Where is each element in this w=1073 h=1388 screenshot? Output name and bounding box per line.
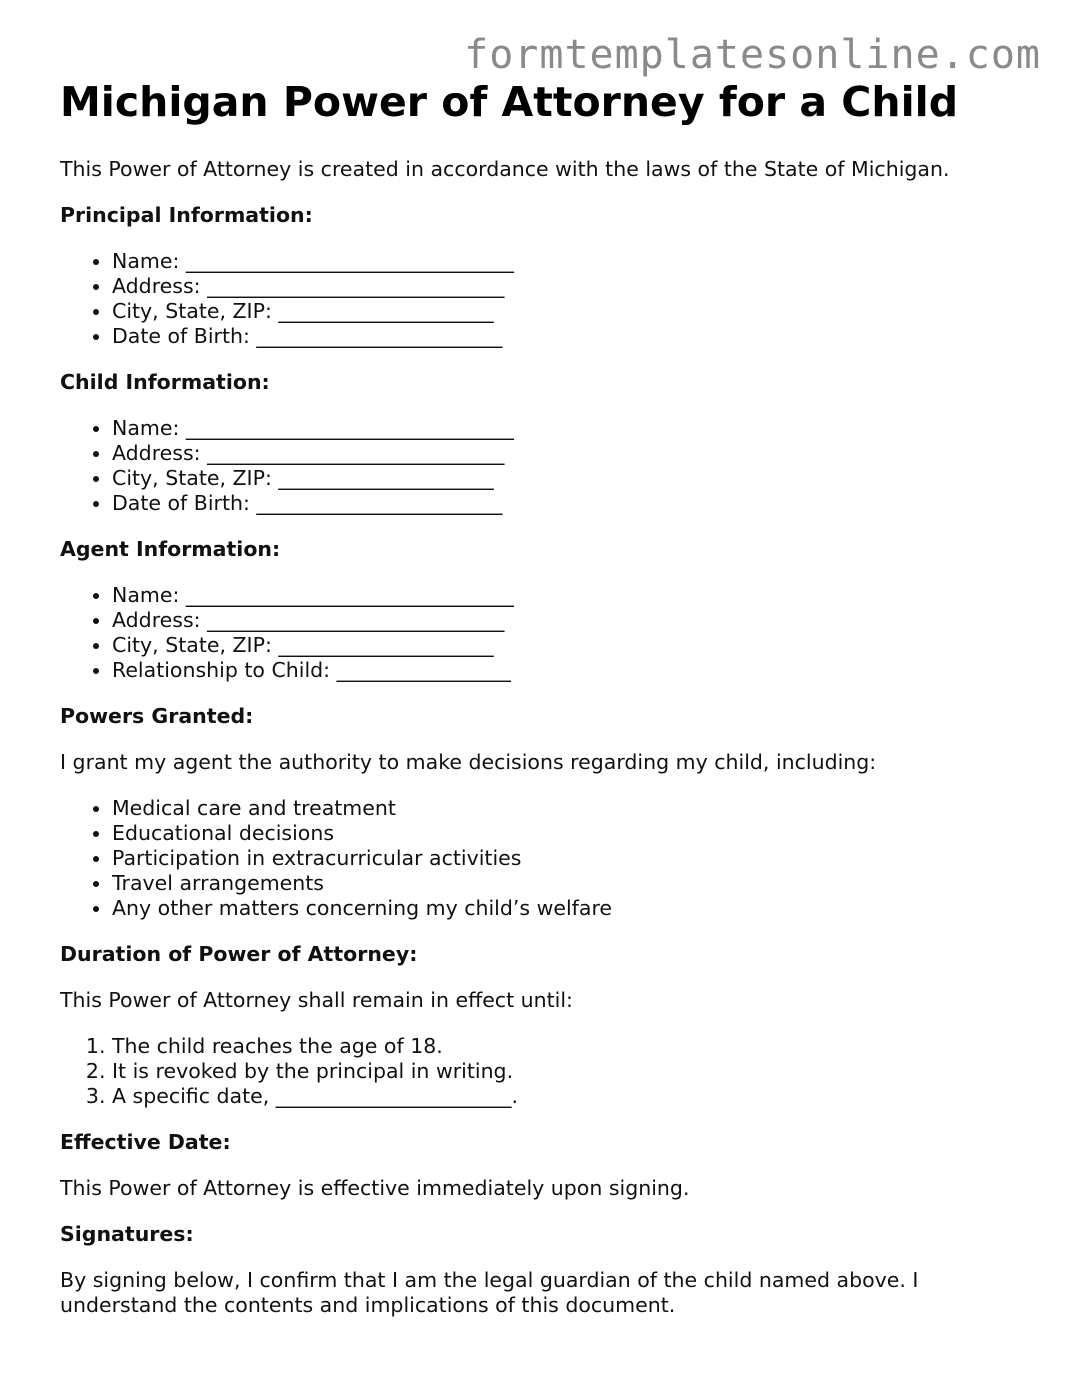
effective-heading: Effective Date: <box>60 1130 231 1154</box>
principal-list <box>60 249 1040 349</box>
child-address-field[interactable]: • Address: _____________________________ <box>112 441 1040 466</box>
duration-heading: Duration of Power of Attorney: <box>60 942 418 966</box>
watermark: formtemplatesonline.com <box>464 32 1041 78</box>
child-city-field[interactable]: • City, State, ZIP: _____________________ <box>112 466 1040 491</box>
duration-list <box>60 1034 1040 1109</box>
powers-heading: Powers Granted: <box>60 704 254 728</box>
principal-address-field[interactable]: • Address: _____________________________ <box>112 274 1040 299</box>
list-item: • Participation in extracurricular activities <box>112 846 1040 871</box>
powers-intro: I grant my agent the authority to make decisions regarding my child, including: <box>60 750 877 774</box>
effective-text: This Power of Attorney is effective immediately upon signing. <box>60 1176 690 1200</box>
agent-address-field[interactable]: • Address: _____________________________ <box>112 608 1040 633</box>
agent-list <box>60 583 1040 683</box>
principal-name-field[interactable]: • Name: ________________________________ <box>112 249 1040 274</box>
list-item: 2. It is revoked by the principal in writing. <box>112 1059 1040 1084</box>
principal-dob-field[interactable]: • Date of Birth: ________________________ <box>112 324 1040 349</box>
signatures-heading: Signatures: <box>60 1222 194 1246</box>
document-page <box>60 74 1040 1318</box>
powers-list <box>60 796 1040 921</box>
list-item: • Travel arrangements <box>112 871 1040 896</box>
agent-relationship-field[interactable]: • Relationship to Child: _________________ <box>112 658 1040 683</box>
child-heading: Child Information: <box>60 370 270 394</box>
agent-city-field[interactable]: • City, State, ZIP: _____________________ <box>112 633 1040 658</box>
specific-date-field[interactable]: 3. A specific date, _______________________. <box>112 1084 1040 1109</box>
duration-intro: This Power of Attorney shall remain in effect until: <box>60 988 573 1012</box>
child-list <box>60 416 1040 516</box>
list-item: 1. The child reaches the age of 18. <box>112 1034 1040 1059</box>
principal-city-field[interactable]: • City, State, ZIP: _____________________ <box>112 299 1040 324</box>
principal-heading: Principal Information: <box>60 203 313 227</box>
list-item: • Any other matters concerning my child’s welfare <box>112 896 1040 921</box>
list-item: • Medical care and treatment <box>112 796 1040 821</box>
intro-text: This Power of Attorney is created in accordance with the laws of the State of Michigan. <box>60 157 950 181</box>
agent-name-field[interactable]: • Name: ________________________________ <box>112 583 1040 608</box>
child-name-field[interactable]: • Name: ________________________________ <box>112 416 1040 441</box>
list-item: • Educational decisions <box>112 821 1040 846</box>
child-dob-field[interactable]: • Date of Birth: ________________________ <box>112 491 1040 516</box>
agent-heading: Agent Information: <box>60 537 281 561</box>
document-title: Michigan Power of Attorney for a Child <box>60 78 959 126</box>
signatures-text: By signing below, I confirm that I am the legal guardian of the child named above. I understand the contents and implications of this document. <box>60 1268 919 1317</box>
